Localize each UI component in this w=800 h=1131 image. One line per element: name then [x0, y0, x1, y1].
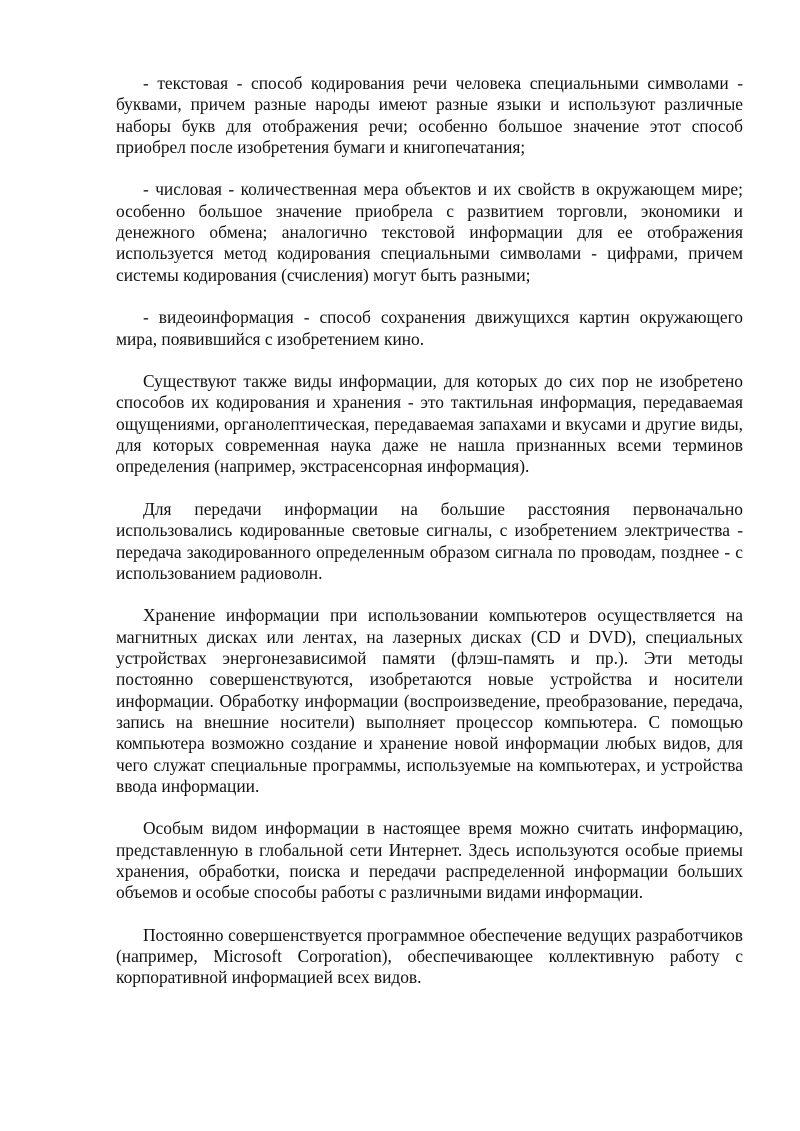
paragraph-numeric-info: - числовая - количественная мера объектов и их свойств в окружающем мире; особенно большое значение приобрела с развитием торговли, экономики и денежного обмена; аналогично текстовой информации для ее отображения используется метод кодирования специальными символами - цифрами, причем системы кодирования (счисления) могут быть разными;	[116, 179, 743, 285]
paragraph-text-info: - текстовая - способ кодирования речи человека специальными символами - буквами, причем разные народы имеют разные языки и используют различные наборы букв для отображения речи; особенно большое значение этот способ приобрел после изобретения бумаги и книгопечатания;	[116, 73, 743, 157]
paragraph-software: Постоянно совершенствуется программное обеспечение ведущих разработчиков (например, Microsoft Corporation), обеспечивающее коллективную работу с корпоративной информацией всех видов.	[116, 924, 743, 988]
document-page	[116, 73, 743, 1010]
paragraph-transmission: Для передачи информации на большие расстояния первоначально использовались кодированные световые сигналы, с изобретением электричества - передача закодированного определенным образом сигнала по проводам, позднее - с использованием радиоволн.	[116, 498, 743, 583]
paragraph-storage: Хранение информации при использовании компьютеров осуществляется на магнитных дисках или лентах, на лазерных дисках (CD и DVD), специальных устройствах энергонезависимой памяти (флэш-память и пр.). Эти методы постоянно совершенствуются, изобретаются новые устройства и носители информации. Обработку информации (воспроизведение, преобразование, передача, запись на внешние носители) выполняет процессор компьютера. С помощью компьютера возможно создание и хранение новой информации любых видов, для чего служат специальные программы, используемые на компьютерах, и устройства ввода информации.	[116, 605, 743, 796]
paragraph-internet: Особым видом информации в настоящее время можно считать информацию, представленную в глобальной сети Интернет. Здесь используются особые приемы хранения, обработки, поиска и передачи распределенной информации больших объемов и особые способы работы с различными видами информации.	[116, 818, 743, 903]
paragraph-other-info-types: Существуют также виды информации, для которых до сих пор не изобретено способов их кодирования и хранения - это тактильная информация, передаваемая ощущениями, органолептическая, передаваемая запахами и вкусами и другие виды, для которых современная наука даже не нашла признанных всеми терминов определения (например, экстрасенсорная информация).	[116, 371, 743, 477]
paragraph-video-info: - видеоинформация - способ сохранения движущихся картин окружающего мира, появившийся с изобретением кино.	[116, 307, 743, 349]
